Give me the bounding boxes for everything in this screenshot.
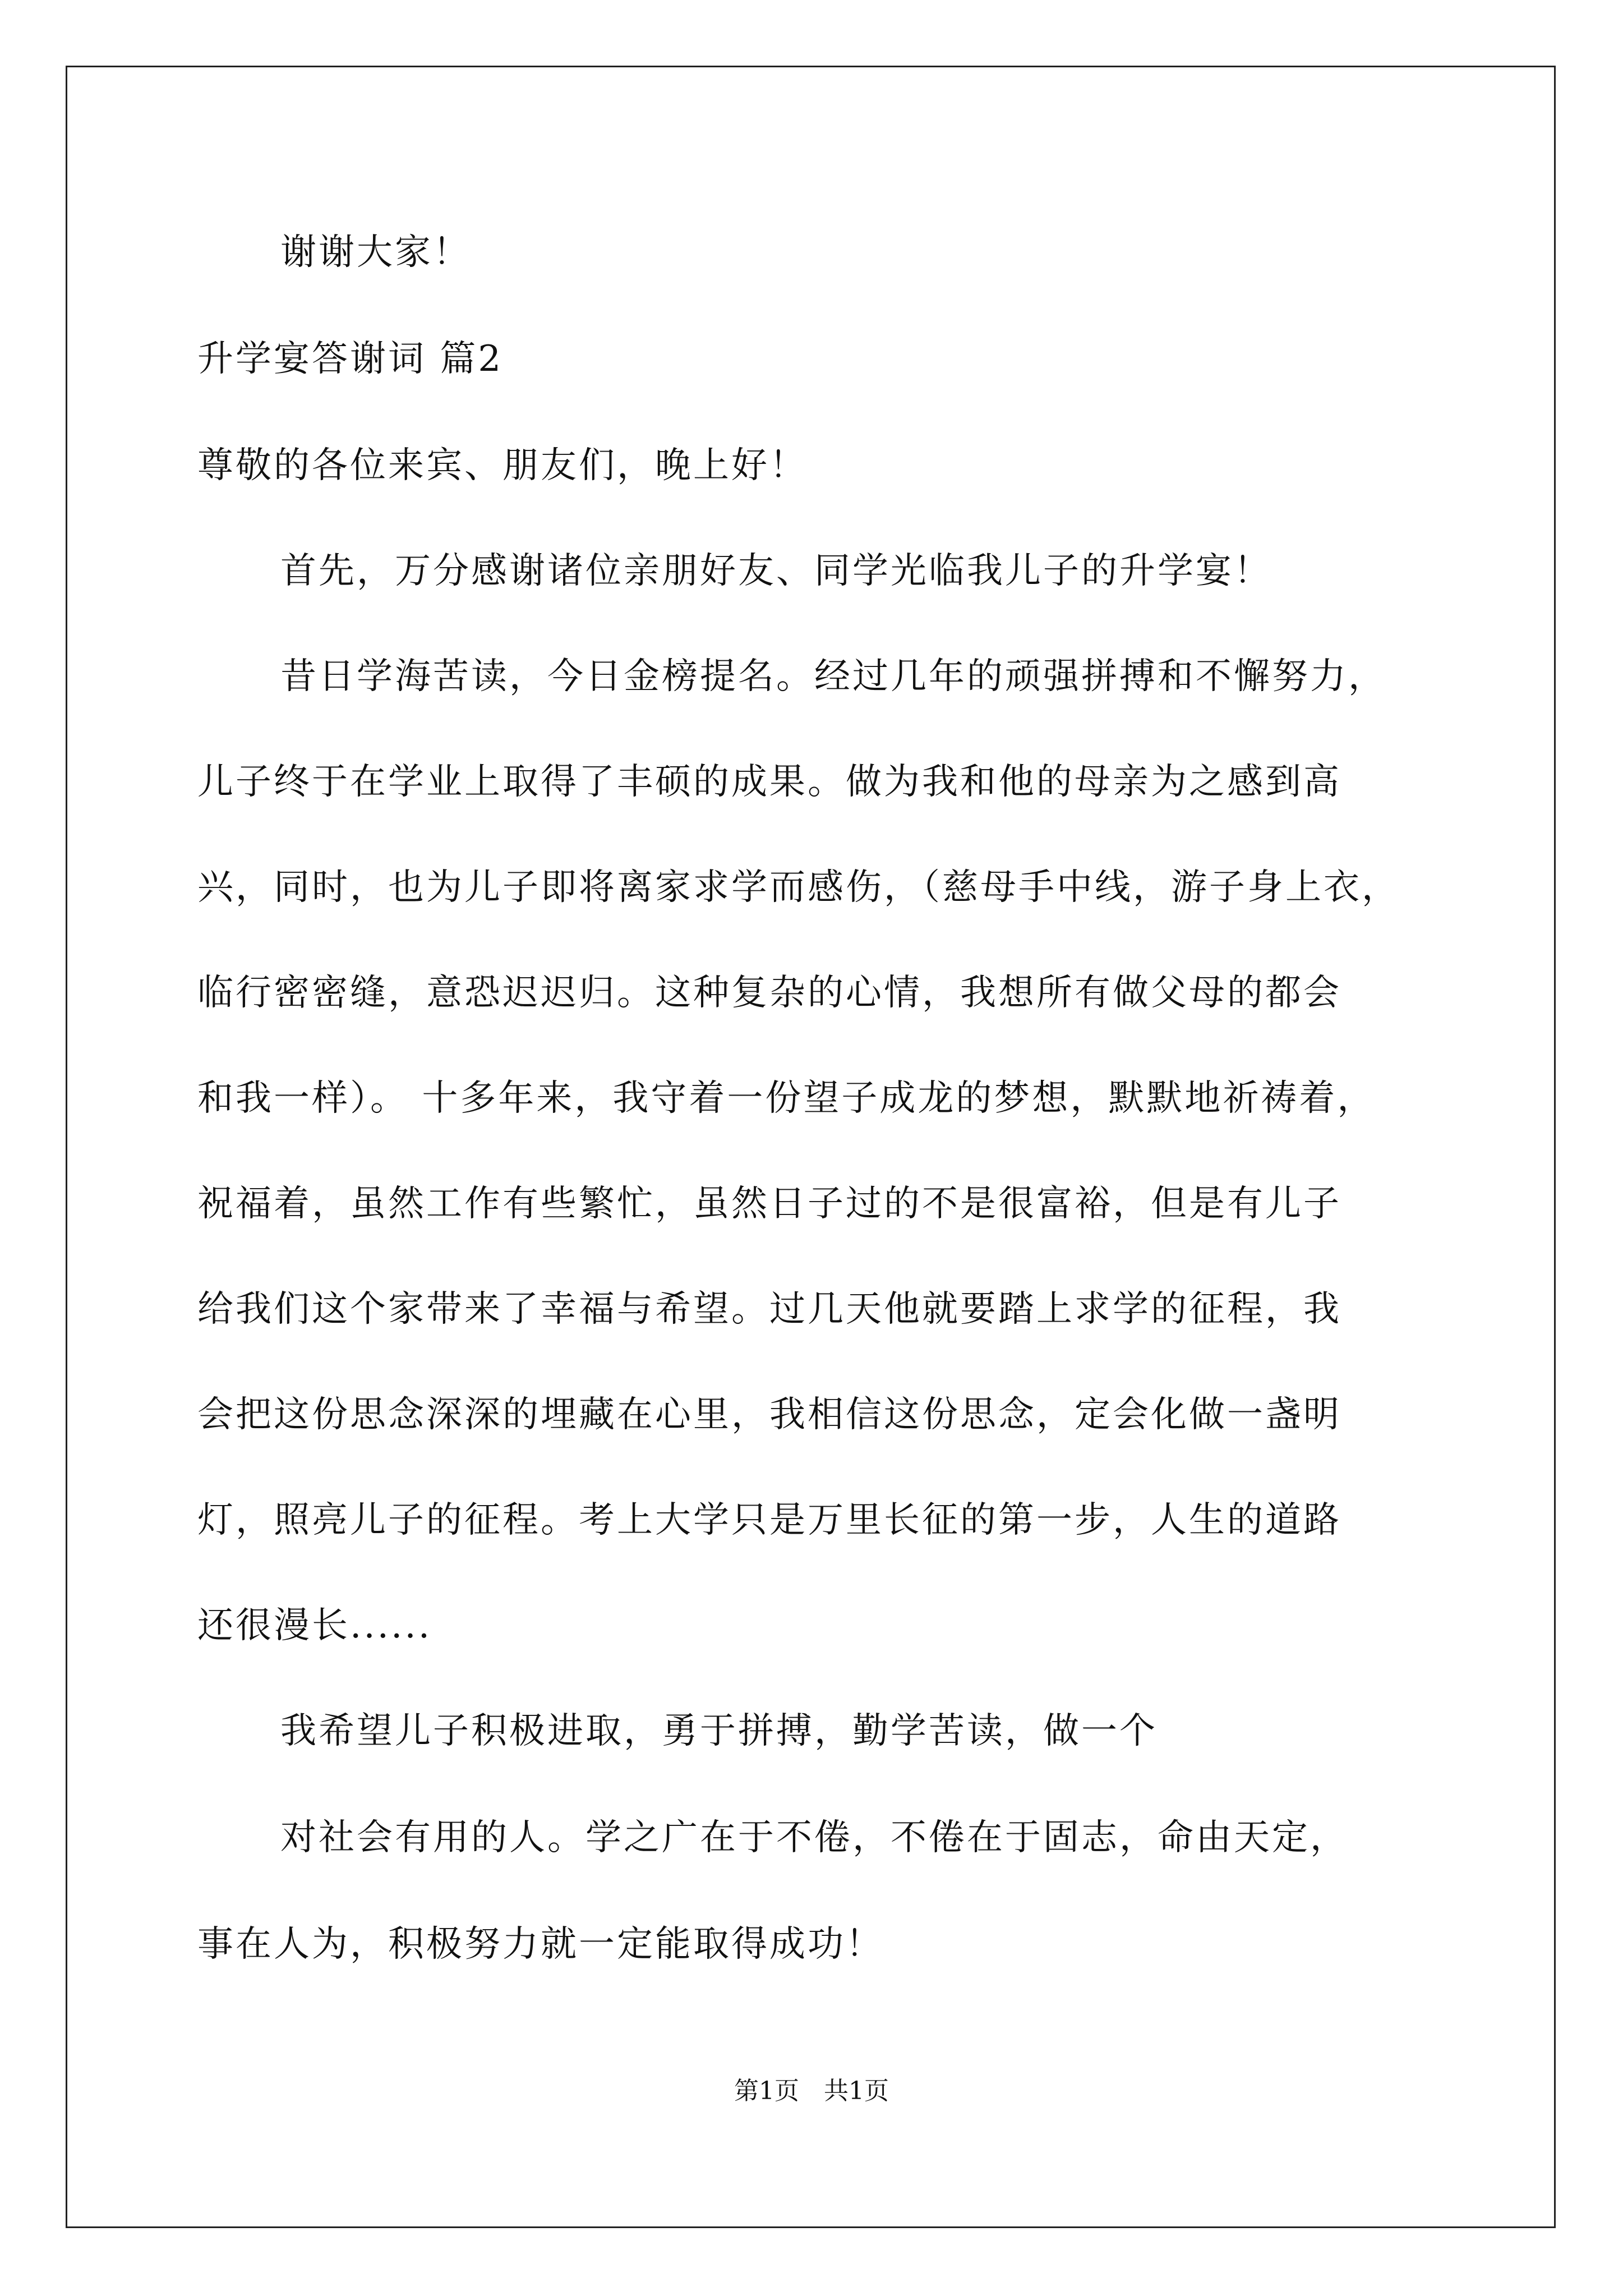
- section-title: 升学宴答谢词 篇2: [197, 338, 504, 380]
- page-footer: [0, 2076, 1623, 2107]
- greeting: 尊敬的各位来宾、朋友们，晚上好！: [197, 445, 808, 486]
- paragraph-line: 和我一样）。 十多年来，我守着一份望子成龙的梦想，默默地祈祷着，: [197, 1078, 1376, 1119]
- paragraph-line: 儿子终于在学业上取得了丰硕的成果。做为我和他的母亲为之感到高: [197, 761, 1341, 803]
- closing-thanks: 谢谢大家！: [280, 232, 471, 273]
- page-number-total: 共1页: [824, 2077, 889, 2105]
- paragraph-line: 给我们这个家带来了幸福与希望。过几天他就要踏上求学的征程，我: [197, 1289, 1341, 1330]
- paragraph-line: 对社会有用的人。学之广在于不倦，不倦在于固志，命由天定，: [280, 1817, 1348, 1858]
- paragraph-line: 首先，万分感谢诸位亲朋好友、同学光临我儿子的升学宴！: [280, 550, 1272, 592]
- paragraph-line: 临行密密缝，意恐迟迟归。这种复杂的心情，我想所有做父母的都会: [197, 972, 1341, 1014]
- paragraph-line: 会把这份思念深深的埋藏在心里，我相信这份思念，定会化做一盏明: [197, 1394, 1341, 1435]
- page-number-current: 第1页: [734, 2077, 799, 2105]
- paragraph-line: 我希望儿子积极进取，勇于拼搏，勤学苦读，做一个: [280, 1710, 1158, 1752]
- paragraph-line: 还很漫长......: [197, 1605, 432, 1646]
- paragraph-line: 事在人为，积极努力就一定能取得成功！: [197, 1924, 884, 1965]
- paragraph-line: 昔日学海苦读，今日金榜提名。经过几年的顽强拼搏和不懈努力，: [280, 656, 1386, 697]
- paragraph-line: 灯，照亮儿子的征程。考上大学只是万里长征的第一步，人生的道路: [197, 1499, 1341, 1541]
- paragraph-line: 兴，同时，也为儿子即将离家求学而感伤，（慈母手中线，游子身上衣，: [197, 867, 1400, 908]
- page-frame: [66, 66, 1556, 2228]
- paragraph-line: 祝福着，虽然工作有些繁忙，虽然日子过的不是很富裕，但是有儿子: [197, 1183, 1341, 1225]
